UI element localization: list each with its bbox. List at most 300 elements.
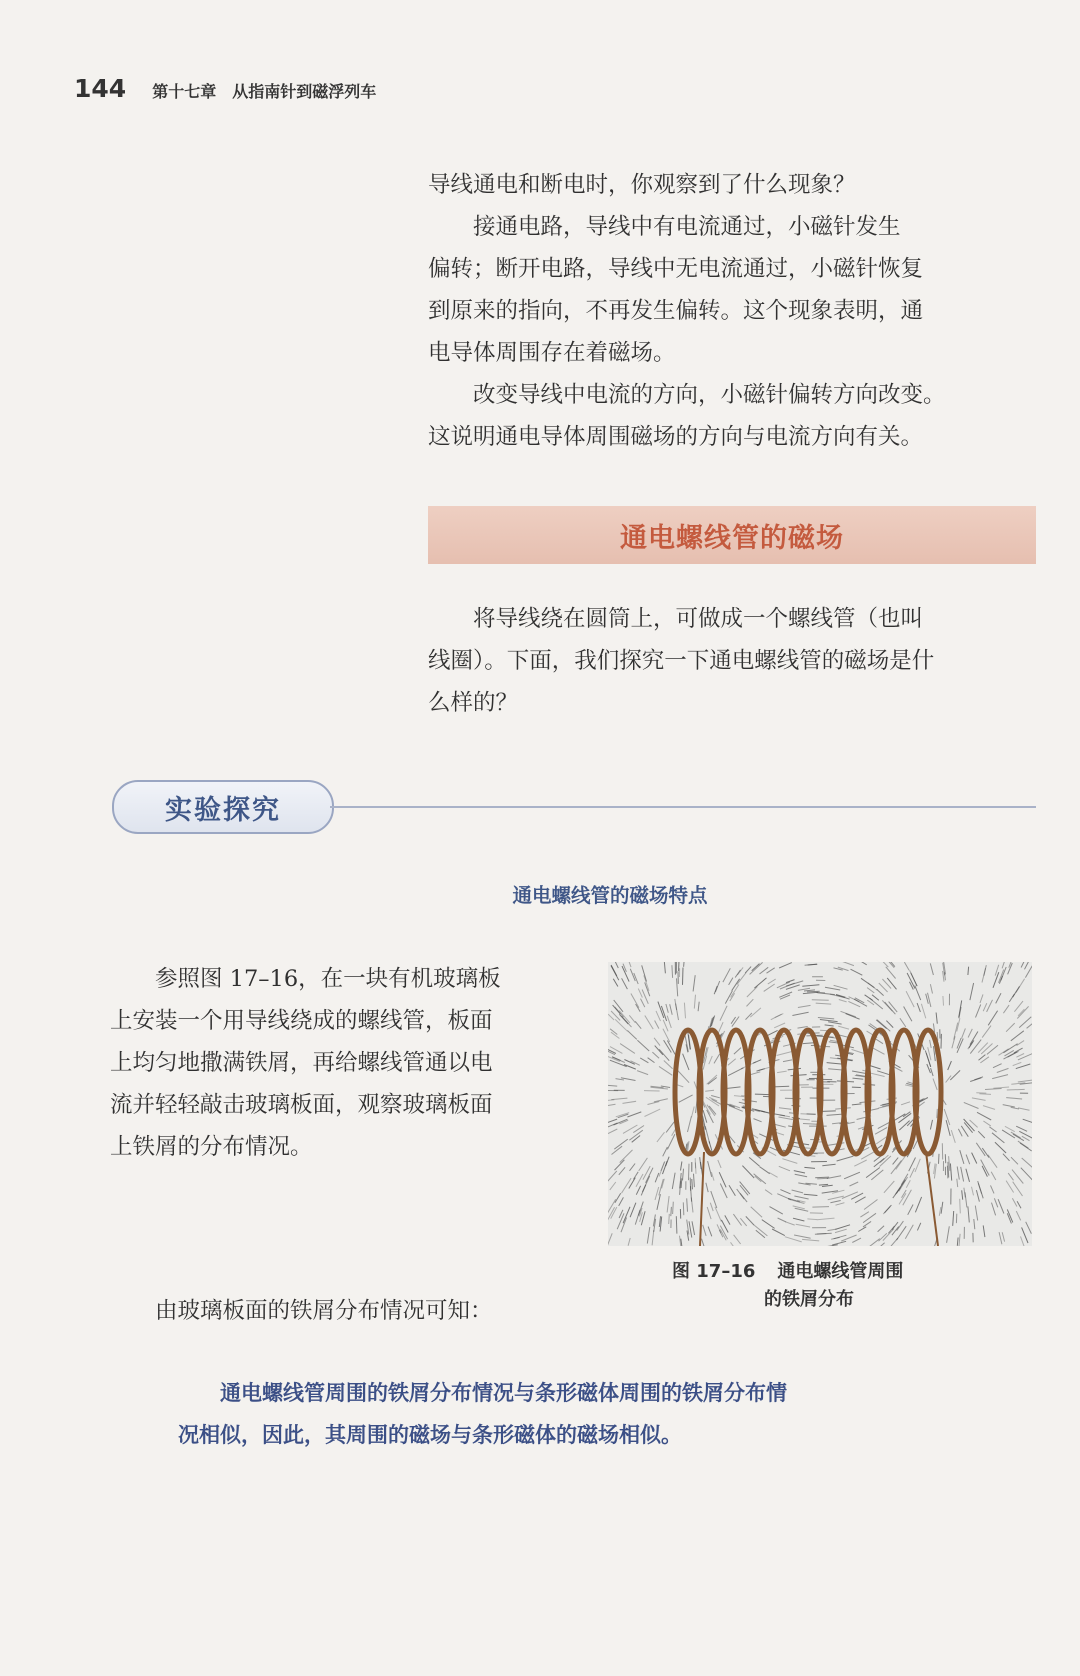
iron-filing	[655, 1021, 659, 1029]
iron-filing	[804, 1167, 815, 1168]
iron-filing	[832, 1241, 846, 1245]
iron-filing	[930, 1120, 932, 1130]
iron-filing	[1002, 1232, 1004, 1241]
iron-filing	[731, 1242, 736, 1246]
iron-filing	[950, 1070, 960, 1080]
iron-filing	[689, 1221, 692, 1237]
iron-filing	[1003, 1005, 1009, 1013]
iron-filing	[1021, 1168, 1032, 1181]
iron-filing	[707, 1207, 711, 1219]
iron-filing	[812, 1000, 829, 1001]
iron-filing	[825, 987, 840, 990]
iron-filing	[964, 1119, 975, 1131]
iron-filing	[727, 1087, 740, 1089]
iron-filing	[729, 1185, 735, 1196]
iron-filing	[864, 1200, 877, 1210]
iron-filing	[1005, 1126, 1015, 1131]
iron-filing	[792, 1012, 808, 1015]
iron-filing	[673, 1202, 674, 1214]
iron-filing	[905, 1225, 913, 1239]
text-line: 接通电路，导线中有电流通过，小磁针发生	[428, 214, 901, 240]
iron-filing	[608, 1104, 616, 1106]
iron-filing	[764, 984, 775, 991]
iron-filing	[792, 1190, 803, 1193]
iron-filing	[613, 979, 618, 987]
iron-filing	[968, 1042, 973, 1050]
iron-filing	[679, 962, 680, 971]
iron-filing	[691, 1186, 692, 1201]
iron-filing	[803, 992, 818, 993]
iron-filing	[773, 1086, 789, 1087]
iron-filing	[817, 1178, 828, 1179]
iron-filing	[861, 1152, 874, 1159]
iron-filing	[793, 1206, 805, 1209]
iron-filing	[777, 1051, 793, 1055]
iron-filing	[953, 1211, 954, 1226]
iron-filing	[663, 1020, 668, 1032]
iron-filing	[735, 970, 740, 978]
iron-filing	[749, 1157, 759, 1166]
experiment-title: 通电螺线管的磁场特点	[512, 884, 708, 907]
iron-filing	[654, 1038, 660, 1046]
iron-filing	[930, 1040, 932, 1048]
iron-filing	[659, 1179, 664, 1195]
iron-filing	[671, 1207, 672, 1216]
iron-filing	[666, 1122, 674, 1133]
iron-filing	[966, 1155, 970, 1165]
iron-filing	[795, 1208, 809, 1211]
iron-filing	[854, 1160, 866, 1166]
text-line: 导线通电和断电时，你观察到了什么现象？	[428, 172, 856, 198]
text-line: 么样的？	[428, 690, 519, 716]
iron-filing	[623, 1125, 637, 1133]
iron-filing	[762, 1220, 775, 1229]
iron-filing	[608, 1129, 617, 1135]
iron-filing	[619, 1011, 630, 1023]
iron-filing	[828, 1196, 844, 1200]
iron-filing	[796, 1224, 810, 1227]
iron-filing	[708, 1227, 712, 1237]
iron-filing	[802, 985, 819, 987]
iron-filing	[899, 1177, 908, 1191]
figure-caption-line2: 的铁屑分布	[764, 1289, 854, 1310]
iron-filing	[828, 1069, 842, 1070]
iron-filing	[683, 1054, 689, 1070]
iron-filing	[989, 1127, 996, 1132]
iron-filing	[733, 1214, 741, 1225]
iron-filing	[636, 1186, 640, 1195]
iron-filing	[998, 1199, 1004, 1213]
iron-filing	[983, 1121, 990, 1126]
iron-filing	[640, 1058, 648, 1063]
iron-filing	[981, 1160, 990, 1176]
section-intro-paragraph	[428, 598, 934, 724]
page-number: 144	[74, 74, 127, 103]
iron-filing	[1017, 1201, 1021, 1208]
iron-filing	[1023, 1119, 1032, 1123]
iron-filing	[710, 1203, 713, 1211]
iron-filing	[826, 1245, 838, 1246]
iron-filing	[1008, 1173, 1013, 1180]
iron-filing	[765, 1190, 772, 1195]
iron-filing	[996, 993, 1001, 1003]
iron-filing	[879, 983, 888, 992]
iron-filing	[1007, 1089, 1025, 1090]
iron-filing	[676, 1004, 679, 1021]
iron-filing	[815, 1177, 829, 1178]
iron-filing	[925, 1051, 930, 1067]
iron-filing	[752, 964, 760, 971]
iron-filing	[901, 1102, 910, 1105]
iron-filing	[794, 1235, 811, 1238]
iron-filing	[974, 1219, 975, 1229]
iron-filing	[780, 995, 790, 999]
iron-filing	[1016, 1211, 1020, 1220]
iron-filing	[878, 1226, 885, 1232]
iron-filing	[984, 965, 986, 976]
iron-filing	[769, 1173, 777, 1178]
iron-filing	[983, 1225, 985, 1237]
iron-filing	[972, 1098, 986, 1101]
iron-filing	[1002, 962, 1006, 968]
iron-filing	[655, 1173, 659, 1182]
iron-filing	[1006, 1181, 1014, 1193]
iron-filing	[839, 1000, 847, 1002]
iron-filing	[694, 995, 695, 1009]
iron-filing	[678, 1071, 689, 1083]
iron-filing	[683, 1202, 684, 1215]
iron-filing	[903, 1190, 912, 1205]
conclusion-box	[178, 1372, 1008, 1456]
iron-filing	[878, 1243, 885, 1246]
iron-filing	[959, 1000, 962, 1017]
iron-filing	[819, 1184, 828, 1185]
iron-filing	[976, 1143, 985, 1156]
iron-filing	[747, 999, 754, 1006]
iron-filing	[669, 1214, 670, 1224]
iron-filing	[767, 968, 775, 973]
iron-filing	[679, 1095, 693, 1102]
iron-filing	[1026, 1222, 1032, 1234]
iron-filing	[608, 1233, 612, 1246]
iron-filing	[915, 1159, 920, 1172]
iron-filing	[830, 1201, 840, 1203]
iron-filing	[629, 1178, 636, 1189]
iron-filing	[627, 1031, 636, 1040]
iron-filing	[939, 1207, 941, 1216]
iron-filing	[692, 1107, 695, 1118]
iron-filing	[698, 1002, 699, 1012]
iron-filing	[848, 1001, 860, 1006]
iron-filing	[908, 1205, 913, 1215]
experiment-divider	[330, 806, 1036, 808]
iron-filing	[991, 1172, 996, 1180]
text-line: 线圈）。下面，我们探究一下通电螺线管的磁场是什	[428, 648, 935, 674]
iron-filing	[933, 1079, 937, 1090]
iron-filing	[946, 1076, 952, 1083]
iron-filing	[975, 1206, 977, 1221]
iron-filing	[779, 963, 792, 968]
iron-filing	[907, 973, 915, 989]
chapter-title: 第十七章 从指南针到磁浮列车	[152, 82, 377, 101]
iron-filing	[611, 1098, 627, 1100]
iron-filing	[774, 1114, 785, 1116]
iron-filing	[950, 1163, 951, 1180]
iron-filing	[936, 1013, 937, 1024]
iron-filing	[632, 1136, 640, 1143]
iron-filing	[915, 1197, 921, 1212]
iron-filing	[961, 1126, 968, 1137]
iron-filing	[780, 983, 795, 989]
iron-filing	[652, 1230, 654, 1245]
iron-filing	[827, 1063, 843, 1065]
iron-filing	[610, 1182, 616, 1190]
iron-filing	[689, 1164, 690, 1181]
iron-filing	[1011, 1107, 1019, 1109]
iron-filing	[684, 962, 685, 967]
text-line: 通电螺线管周围的铁屑分布情况与条形磁体周围的铁屑分布情	[178, 1381, 787, 1405]
iron-filing	[693, 975, 695, 991]
iron-filing	[646, 1168, 653, 1183]
iron-filing	[1016, 1126, 1027, 1131]
iron-filing	[894, 1067, 902, 1071]
iron-filing	[997, 1068, 1009, 1072]
iron-filing	[1022, 1158, 1032, 1168]
iron-filing	[851, 969, 863, 975]
iron-filing	[820, 1020, 838, 1022]
iron-filing	[983, 1003, 987, 1011]
iron-filing	[960, 1150, 964, 1164]
iron-filing	[751, 1207, 762, 1217]
iron-filing	[703, 1225, 706, 1236]
iron-filing	[645, 1016, 653, 1030]
iron-filing	[725, 991, 732, 1004]
iron-filing	[802, 1239, 819, 1241]
iron-filing	[875, 1127, 887, 1134]
iron-filing	[899, 1193, 906, 1204]
iron-filing	[657, 1194, 661, 1210]
iron-filing	[807, 1219, 817, 1220]
iron-filing	[1003, 1154, 1010, 1161]
iron-filing	[745, 967, 751, 973]
iron-filing	[670, 1004, 673, 1015]
iron-filing	[657, 1132, 665, 1142]
iron-filing	[844, 1172, 860, 1179]
iron-filing	[687, 1198, 688, 1211]
iron-filing	[964, 1188, 965, 1198]
iron-filing	[867, 1239, 880, 1246]
iron-filing	[692, 1221, 695, 1235]
iron-filing	[623, 1101, 637, 1103]
iron-filing	[976, 1190, 979, 1202]
iron-filing	[961, 1167, 964, 1182]
iron-filing	[774, 1023, 785, 1028]
iron-filing	[655, 1046, 663, 1055]
iron-filing	[740, 1182, 750, 1194]
iron-filing	[619, 1197, 624, 1206]
iron-filing	[708, 1161, 712, 1177]
iron-filing	[714, 1054, 720, 1063]
iron-filing	[972, 1153, 977, 1164]
iron-filing	[719, 1172, 726, 1187]
iron-filing	[681, 1162, 682, 1171]
iron-filing	[887, 978, 896, 989]
iron-filing	[775, 1014, 784, 1018]
iron-filing	[834, 1235, 847, 1239]
iron-filing	[877, 989, 884, 995]
iron-filing	[666, 1157, 670, 1166]
iron-filing	[715, 1207, 721, 1222]
iron-filing	[834, 985, 848, 989]
iron-filing	[1011, 1157, 1018, 1164]
iron-filing	[637, 1071, 648, 1075]
iron-filing	[616, 1079, 625, 1080]
iron-filing	[999, 1232, 1002, 1244]
iron-filing	[852, 1238, 861, 1242]
iron-filing	[818, 1018, 834, 1019]
iron-filing	[637, 1040, 649, 1051]
iron-filing	[825, 1025, 834, 1026]
iron-filing	[772, 1229, 785, 1236]
iron-filing	[664, 962, 665, 973]
iron-filing	[931, 1068, 934, 1076]
solenoid-illustration	[608, 962, 1032, 1246]
iron-filing	[981, 1044, 992, 1055]
iron-filing	[985, 1089, 1002, 1090]
iron-filing	[968, 1206, 969, 1222]
iron-filing	[754, 1174, 766, 1184]
iron-filing	[995, 1142, 1006, 1153]
iron-filing	[620, 1150, 633, 1163]
iron-filing	[672, 1173, 675, 1189]
iron-filing	[884, 1181, 894, 1193]
iron-filing	[860, 1212, 869, 1217]
iron-filing	[614, 1000, 623, 1012]
iron-filing	[734, 1235, 741, 1244]
iron-filing	[828, 1022, 842, 1024]
iron-filing	[779, 1117, 794, 1120]
iron-filing	[959, 1234, 960, 1246]
iron-filing	[1003, 1044, 1017, 1053]
iron-filing	[777, 1071, 787, 1073]
iron-filing	[1013, 1062, 1022, 1065]
iron-filing	[652, 1052, 659, 1058]
iron-filing	[962, 1028, 966, 1038]
iron-filing	[1018, 1053, 1032, 1060]
iron-filing	[1012, 1170, 1023, 1184]
iron-filing	[858, 1227, 866, 1232]
iron-filing	[917, 1223, 920, 1231]
iron-filing	[723, 968, 730, 982]
iron-filing	[910, 1168, 915, 1178]
iron-filing	[754, 1119, 762, 1122]
iron-filing	[828, 1229, 837, 1231]
iron-filing	[871, 1170, 883, 1180]
iron-filing	[778, 1218, 787, 1222]
iron-filing	[804, 1194, 818, 1195]
iron-filing	[782, 1159, 797, 1164]
intro-paragraph	[428, 164, 946, 458]
iron-filing	[667, 1016, 671, 1028]
iron-filing	[911, 973, 917, 986]
iron-filing	[615, 1193, 621, 1203]
iron-filing	[624, 1065, 636, 1070]
iron-filing	[786, 980, 795, 983]
iron-filing	[683, 968, 684, 985]
iron-filing	[666, 1004, 668, 1013]
iron-filing	[645, 1109, 661, 1116]
iron-filing	[635, 1021, 641, 1028]
iron-filing	[980, 994, 983, 1003]
iron-filing	[1012, 1198, 1017, 1206]
iron-filing	[815, 1233, 832, 1234]
iron-filing	[610, 1047, 622, 1054]
iron-filing	[883, 962, 889, 967]
iron-filing	[685, 1035, 688, 1052]
text-line: 将导线绕在圆筒上，可做成一个螺线管（也叫	[428, 606, 924, 632]
iron-filing	[728, 1059, 736, 1065]
experiment-tag-label: 实验探究	[165, 794, 281, 826]
iron-filing	[798, 1005, 811, 1007]
iron-filing	[952, 1036, 955, 1048]
iron-filing	[707, 1075, 717, 1084]
iron-filing	[867, 988, 874, 993]
figure-number: 图 17–16	[672, 1261, 756, 1282]
text-line: 改变导线中电流的方向，小磁针偏转方向改变。	[428, 382, 946, 408]
iron-filing	[896, 1180, 905, 1194]
iron-filing	[987, 1000, 993, 1012]
iron-filing	[628, 962, 631, 967]
iron-filing	[750, 1008, 761, 1017]
iron-filing	[721, 1220, 728, 1233]
iron-filing	[641, 999, 645, 1008]
iron-filing	[991, 1185, 995, 1193]
iron-filing	[976, 1005, 981, 1018]
iron-filing	[631, 994, 639, 1008]
iron-filing	[783, 1060, 792, 1062]
iron-filing	[688, 1116, 692, 1132]
iron-filing	[630, 1203, 636, 1218]
iron-filing	[779, 1108, 791, 1109]
iron-filing	[883, 1207, 890, 1215]
iron-filing	[889, 1002, 898, 1013]
iron-filing	[715, 981, 719, 992]
iron-filing	[949, 1156, 950, 1171]
iron-filing	[865, 995, 873, 1001]
iron-filing	[853, 1078, 864, 1079]
iron-filing	[822, 1164, 835, 1166]
iron-filing	[836, 1203, 845, 1206]
iron-filing	[870, 1066, 881, 1069]
iron-filing	[768, 979, 776, 984]
iron-filing	[706, 1183, 708, 1192]
iron-filing	[1014, 1048, 1023, 1053]
iron-filing	[805, 964, 817, 965]
iron-filing	[780, 1190, 790, 1194]
iron-filing	[1011, 1132, 1021, 1138]
iron-filing	[1021, 962, 1025, 968]
iron-filing	[978, 1131, 985, 1138]
iron-filing	[775, 1124, 786, 1127]
iron-filing	[817, 1218, 835, 1220]
section-heading	[428, 506, 1036, 564]
iron-filing	[694, 1174, 695, 1187]
iron-filing	[941, 1202, 943, 1214]
iron-filing	[866, 1168, 880, 1178]
iron-filing	[852, 1104, 862, 1105]
iron-filing	[1009, 994, 1014, 1002]
iron-filing	[900, 1018, 906, 1027]
